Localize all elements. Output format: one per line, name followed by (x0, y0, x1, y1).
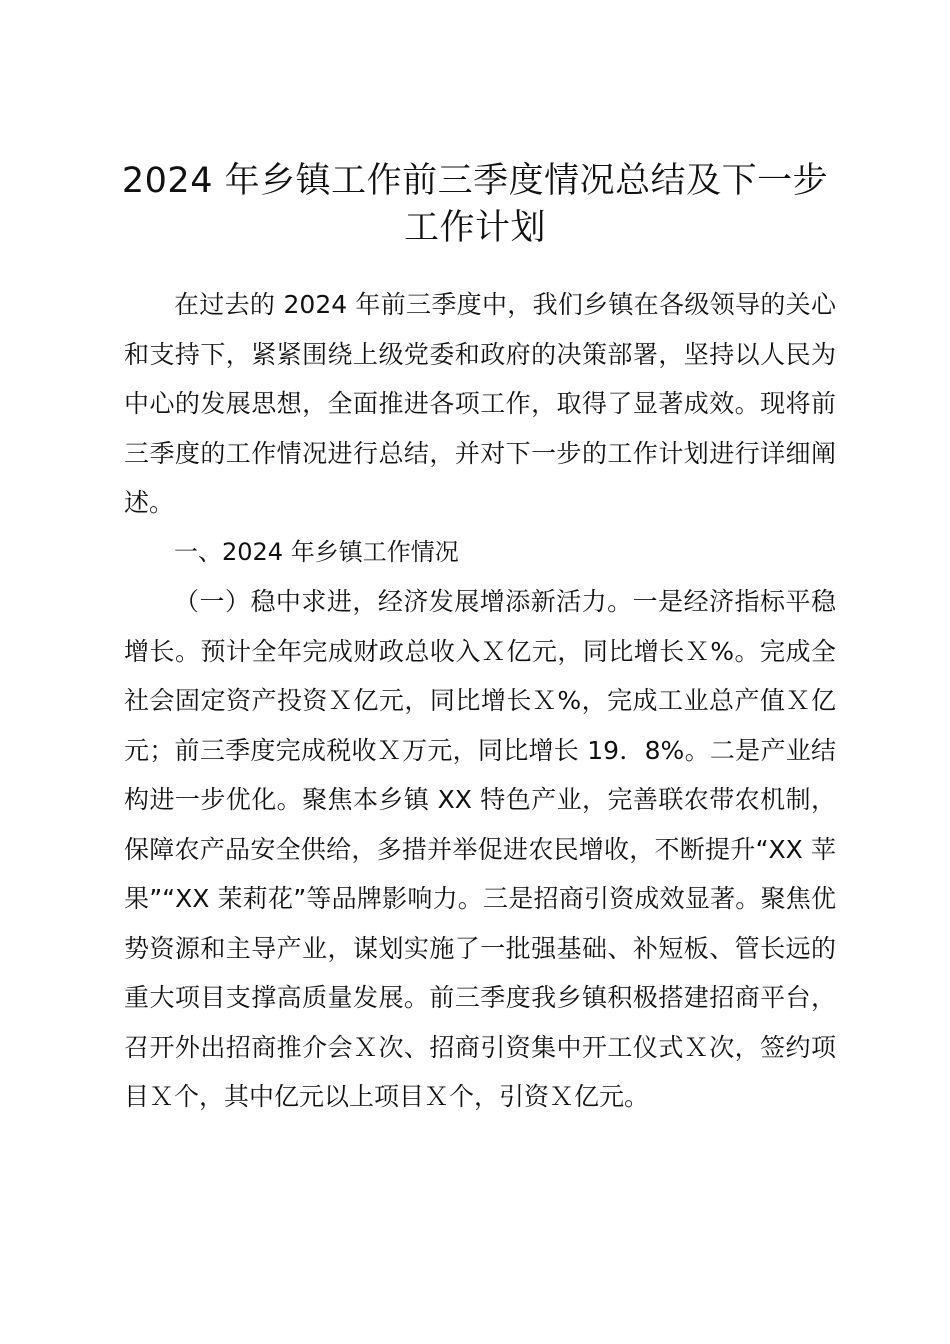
section-heading: 一、2024 年乡镇工作情况 (174, 537, 459, 566)
document-title-line-2: 工作计划 (403, 208, 546, 248)
document-body (124, 280, 836, 1122)
economy-paragraph: （一）稳中求进，经济发展增添新活力。一是经济指标平稳增长。预计全年完成财政总收入Ｘ亿元，同比增长Ｘ%。完成全社会固定资产投资Ｘ亿元，同比增长Ｘ%，完成工业总产值Ｘ亿元；前三季度完成税收Ｘ万元，同比增长 19．8%。二是产业结构进一步优化。聚焦本乡镇 XX 特色产业，完善联农带农机制，保障农产品安全供给，多措并举促进农民增收，不断提升“XX 苹果”“XX 茉莉花”等品牌影响力。三是招商引资成效显著。聚焦优势资源和主导产业，谋划实施了一批强基础、补短板、管长远的重大项目支撑高质量发展。前三季度我乡镇积极搭建招商平台，召开外出招商推介会Ｘ次、招商引资集中开工仪式Ｘ次，签约项目Ｘ个，其中亿元以上项目Ｘ个，引资Ｘ亿元。 (124, 587, 836, 1111)
document-title-line-1: 2024 年乡镇工作前三季度情况总结及下一步 (121, 161, 829, 201)
intro-paragraph: 在过去的 2024 年前三季度中，我们乡镇在各级领导的关心和支持下，紧紧围绕上级党委和政府的决策部署，坚持以人民为中心的发展思想，全面推进各项工作，取得了显著成效。现将前三季度的工作情况进行总结，并对下一步的工作计划进行详细阐述。 (124, 290, 836, 517)
